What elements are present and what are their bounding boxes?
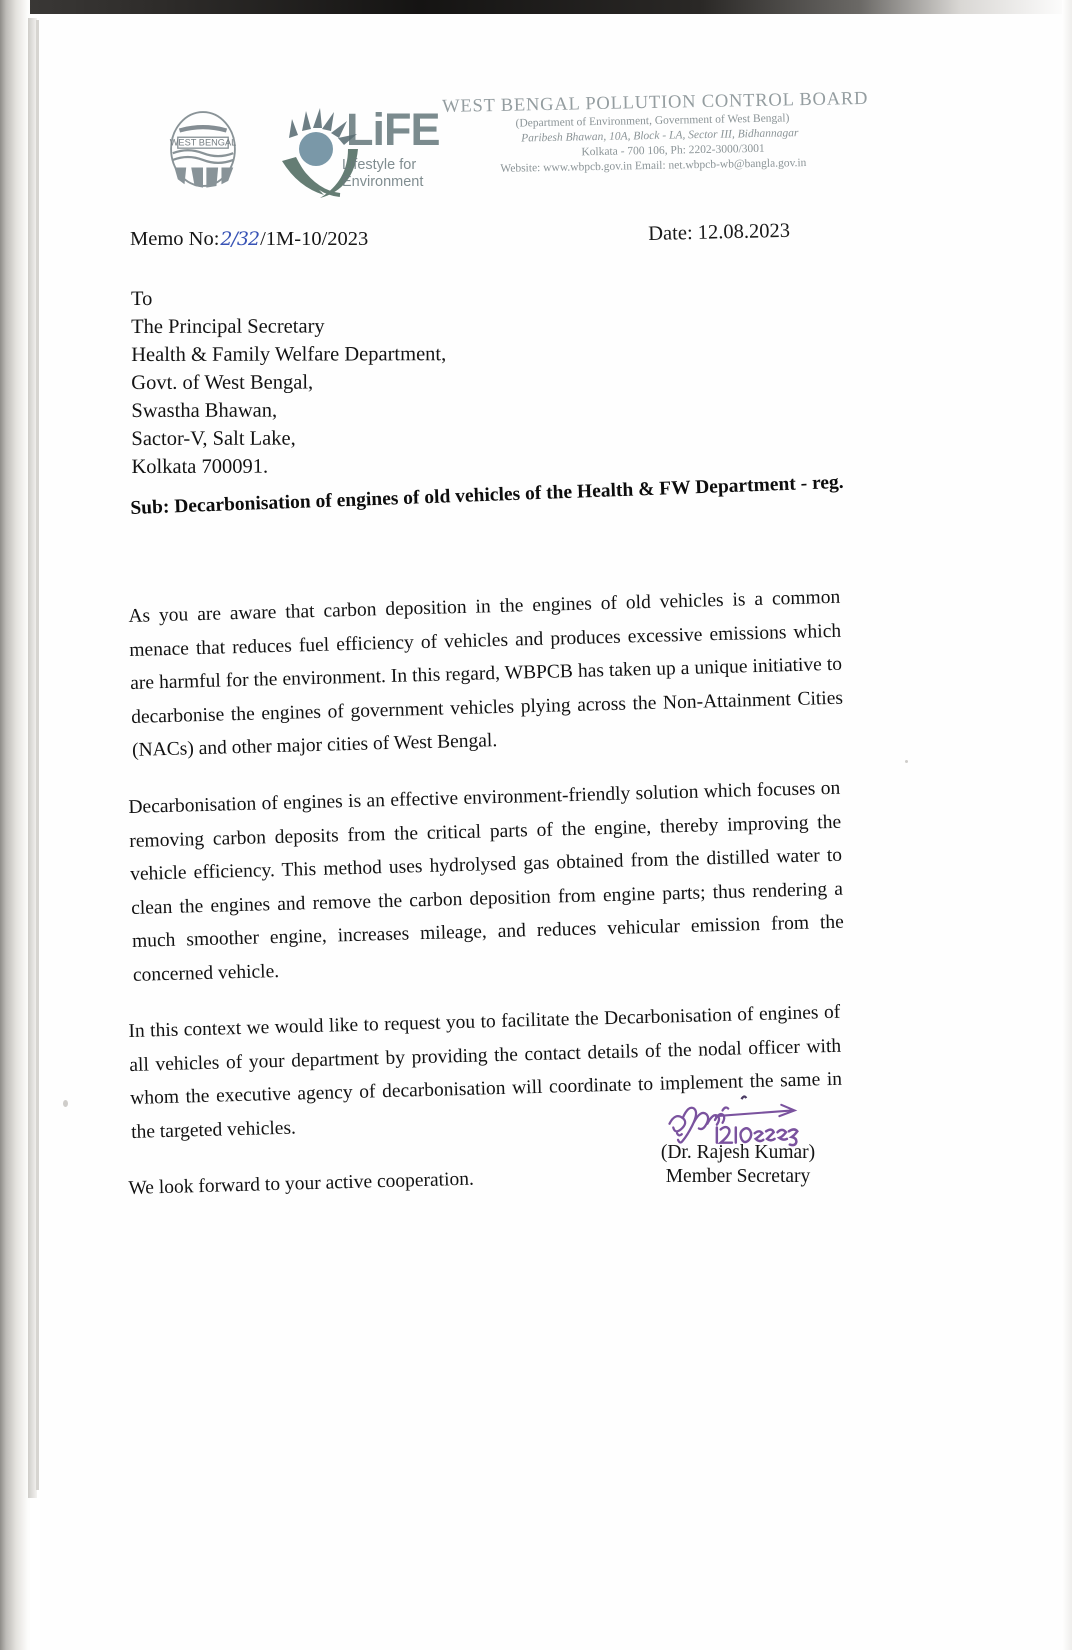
letterhead-text-block: [442, 88, 869, 178]
board-title: WEST BENGAL POLLUTION CONTROL BOARD: [442, 88, 869, 117]
memo-number: [130, 228, 368, 251]
handwritten-signature-icon: [660, 1088, 840, 1150]
board-website-email-line: Website: www.wbpcb.gov.in Email: net.wbpcb-wb@bangla.gov.in: [500, 157, 807, 175]
addressee-line: The Principal Secretary: [131, 315, 325, 338]
addressee-line: Govt. of West Bengal,: [131, 371, 314, 394]
scan-edge-left: [0, 0, 30, 1650]
body-paragraph: Decarbonisation of engines is an effective environment-friendly solution which focuses on removing carbon deposits from the critical parts of the engine, thereby improving the vehicle efficiency. This method uses hydrolysed gas obtained from the distilled water to clean the engines and remove the carbon deposition from engine parts; thus rendering a much smoother engine, increases mileage, and reduces vehicular emission from the concerned vehicle.: [128, 777, 845, 985]
life-tagline-line2: Environment: [342, 174, 424, 190]
memo-number-reference: /1M-10/2023: [260, 228, 369, 250]
scan-edge-top: [0, 0, 1072, 14]
subject-line: Sub: Decarbonisation of engines of old vehicles of the Health & FW Department - reg.: [130, 471, 844, 519]
addressee-block: [131, 284, 447, 481]
scan-speckle: [905, 760, 908, 763]
life-tagline-line1: Lifestyle for: [342, 157, 417, 173]
board-city-phone-line: Kolkata - 700 106, Ph: 2202-3000/3001: [581, 142, 765, 159]
signature-block: [588, 1090, 888, 1188]
memo-number-label: Memo No:: [130, 228, 220, 250]
body-paragraph: As you are aware that carbon deposition in the engines of old vehicles is a common menace that reduces fuel efficiency of vehicles and produces excessive emissions which are harmful for the environment. In this regard, WBPCB has taken up a unique initiative to decarbonise the engines of government vehicles plying across the Non-Attainment Cities (NACs) and other major cities of West Bengal.: [128, 586, 844, 761]
signatory-designation: Member Secretary: [665, 1166, 811, 1187]
addressee-line: Health & Family Welfare Department,: [131, 343, 447, 366]
signatory-name: (Dr. Rajesh Kumar): [660, 1142, 816, 1163]
life-tagline: [342, 157, 423, 191]
body-paragraph: In this context we would like to request you to facilitate the Decarbonisation of engines of all vehicles of your department by providing the contact details of the nodal officer with whom the executive agency of decarbonisation will coordinate to implement the same in the targeted vehicles.: [128, 1001, 843, 1142]
west-bengal-emblem-icon: [160, 107, 246, 191]
svg-text:WEST BENGAL: WEST BENGAL: [169, 137, 237, 148]
scan-speckle: [63, 1100, 68, 1107]
addressee-line: Sactor-V, Salt Lake,: [131, 427, 296, 450]
memo-date-value: 12.08.2023: [697, 219, 791, 244]
life-wordmark: LiFE: [346, 104, 440, 155]
addressee-line: Kolkata 700091.: [131, 455, 269, 478]
memo-number-handwritten: 2/32: [220, 228, 260, 250]
letterhead: [150, 88, 870, 210]
scan-edge-right: [1062, 0, 1072, 1650]
board-address-line: Paribesh Bhawan, 10A, Block - LA, Sector III, Bidhannagar: [521, 127, 799, 145]
addressee-line: Swastha Bhawan,: [131, 399, 278, 422]
memo-date: [648, 220, 790, 246]
page-fold-line: [36, 20, 39, 1490]
memo-date-label: Date:: [648, 221, 693, 245]
addressee-line: To: [131, 287, 153, 310]
body-paragraph: We look forward to your active cooperation.: [128, 1168, 475, 1199]
board-department-line: (Department of Environment, Government of West Bengal): [515, 112, 790, 130]
